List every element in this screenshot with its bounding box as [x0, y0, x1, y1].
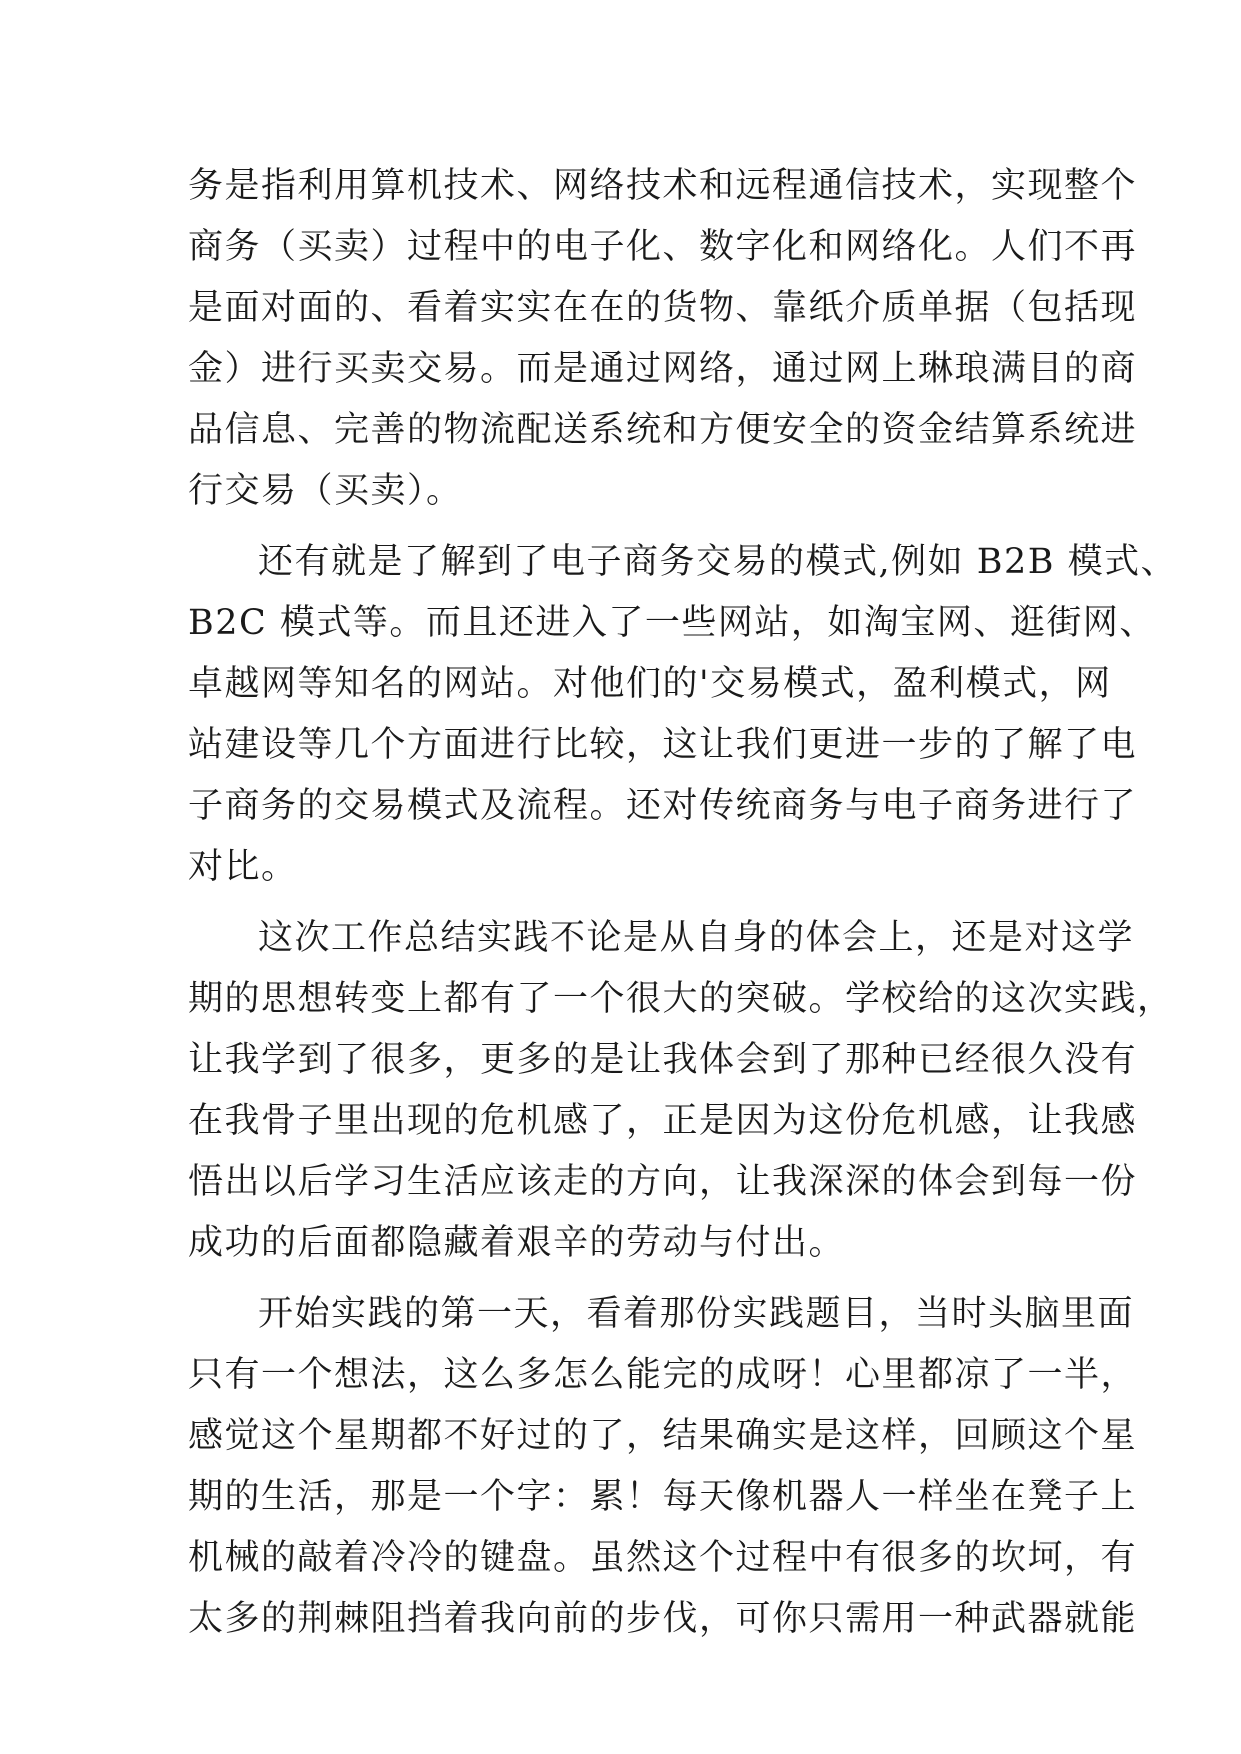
text-line: 只有一个想法，这么多怎么能完的成呀！心里都凉了一半， [188, 1355, 1138, 1395]
text-line: 在我骨子里出现的危机感了，正是因为这份危机感，让我感 [188, 1101, 1138, 1141]
paragraph-3 [188, 908, 1174, 1274]
text-line: 太多的荆棘阻挡着我向前的步伐，可你只需用一种武器就能 [188, 1599, 1138, 1639]
text-line: 这次工作总结实践不论是从自身的体会上，还是对这学 [258, 918, 1135, 958]
paragraph-4 [188, 1284, 1138, 1650]
text-line: 让我学到了很多，更多的是让我体会到了那种已经很久没有 [188, 1040, 1138, 1080]
text-line: 品信息、完善的物流配送系统和方便安全的资金结算系统进 [188, 410, 1138, 450]
text-line: 悟出以后学习生活应该走的方向，让我深深的体会到每一份 [188, 1162, 1138, 1202]
text-line: 卓越网等知名的网站。对他们的'交易模式，盈利模式，网 [188, 664, 1112, 704]
document-body [188, 156, 1178, 1650]
text-line: 金）进行买卖交易。而是通过网络，通过网上琳琅满目的商 [188, 349, 1138, 389]
text-line: 行交易（买卖）。 [188, 471, 463, 511]
text-line: 站建设等几个方面进行比较，这让我们更进一步的了解了电 [188, 725, 1138, 765]
text-line: 开始实践的第一天，看着那份实践题目，当时头脑里面 [258, 1294, 1135, 1334]
text-line: 机械的敲着冷冷的键盘。虽然这个过程中有很多的坎坷，有 [188, 1538, 1138, 1578]
paragraph-2 [188, 532, 1178, 898]
text-line: 还有就是了解到了电子商务交易的模式,例如 B2B 模式、 [258, 542, 1178, 582]
text-line: B2C 模式等。而且还进入了一些网站，如淘宝网、逛街网、 [188, 603, 1156, 643]
text-line: 期的思想转变上都有了一个很大的突破。学校给的这次实践， [188, 979, 1174, 1019]
text-line: 成功的后面都隐藏着艰辛的劳动与付出。 [188, 1223, 846, 1263]
text-line: 期的生活，那是一个字：累！每天像机器人一样坐在凳子上 [188, 1477, 1138, 1517]
text-line: 商务（买卖）过程中的电子化、数字化和网络化。人们不再 [188, 227, 1138, 267]
paragraph-1 [188, 156, 1138, 522]
text-line: 务是指利用算机技术、网络技术和远程通信技术，实现整个 [188, 166, 1138, 206]
text-line: 子商务的交易模式及流程。还对传统商务与电子商务进行了 [188, 786, 1138, 826]
text-line: 感觉这个星期都不好过的了，结果确实是这样，回顾这个星 [188, 1416, 1138, 1456]
text-line: 对比。 [188, 847, 298, 887]
text-line: 是面对面的、看着实实在在的货物、靠纸介质单据（包括现 [188, 288, 1138, 328]
